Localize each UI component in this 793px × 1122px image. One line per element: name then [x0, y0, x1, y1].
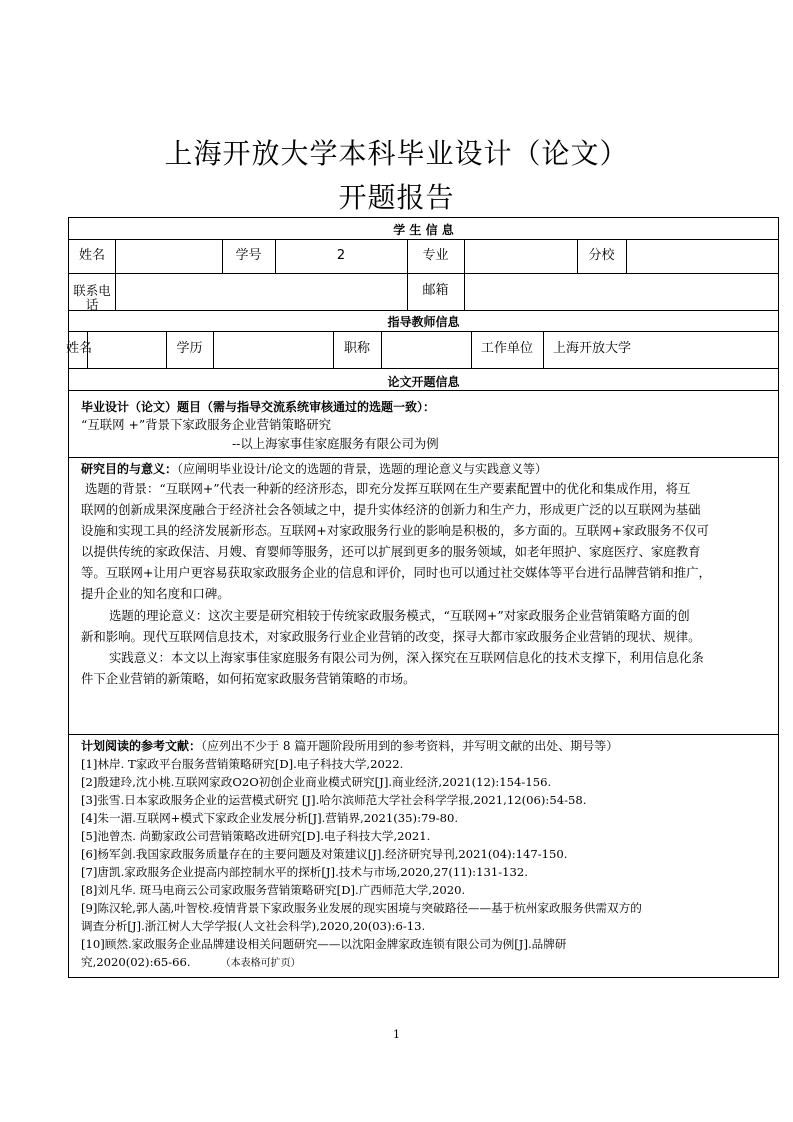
purpose-line: 联网的创新成果深度融合于经济社会各领域之中，提升实体经济的创新力和生产力，形成更广泛的以互联网为基础: [81, 502, 701, 517]
advisor-title-label: 职称: [343, 341, 370, 356]
purpose-label: 研究目的与意义：: [81, 462, 178, 476]
reference-item: [4]朱一湄.互联网+模式下家政企业发展分析[J].营销界,2021(35):79-80.: [81, 811, 459, 825]
purpose-line: 实践意义：本文以上海家事佳家庭服务有限公司为例，深入探究在互联网信息化的技术支撑下，利用信息化条: [109, 650, 704, 665]
advisor-unit-field[interactable]: 上海开放大学: [553, 341, 632, 356]
purpose-line: 设施和实现工具的经济发展新形态。互联网+对家政服务行业的影响是积极的，多方面的。互联网+家政服务不仅可: [81, 523, 709, 538]
student-name-label: 姓名: [78, 248, 105, 263]
purpose-note: （应阐明毕业设计/论文的选题的背景，选题的理论意义与实践意义等）: [177, 462, 548, 476]
reference-item: [6]杨军剑.我国家政服务质量存在的主要问题及对策建议[J].经济研究导刊,2021(04):147-150.: [81, 847, 568, 861]
expand-note: （本表格可扩页）: [220, 958, 301, 969]
advisor-name-label-text: 姓名: [66, 341, 93, 356]
reference-item: [7]唐凯.家政服务企业提高内部控制水平的探析[J].技术与市场,2020,27(11):131-132.: [81, 865, 528, 879]
purpose-line: 等。互联网+让用户更容易获取家政服务企业的信息和评价，同时也可以通过社交媒体等平台进行品牌营销和推广，: [81, 565, 711, 580]
reference-item: [8]刘凡华. 斑马电商云公司家政服务营销策略研究[D].广西师范大学,2020.: [81, 883, 466, 897]
report-table: [68, 217, 779, 978]
reference-item: [3]张雪.日本家政服务企业的运营模式研究 [J].哈尔滨师范大学社会科学学报,2021,12(06):54-58.: [81, 793, 587, 807]
advisor-info-header: 指导教师信息: [387, 315, 460, 329]
purpose-line: 提升企业的知名度和口碑。: [81, 586, 230, 601]
purpose-heading: [81, 460, 771, 478]
reference-item: [9]陈汉轮,郭人菡,叶智校.疫情背景下家政服务业发展的现实困境与突破路径——基于杭州家政服务供需双方的: [81, 901, 642, 915]
reference-item: [2]殷建玲,沈小桃.互联网家政O2O初创企业商业模式研究[J].商业经济,2021(12):154-156.: [81, 775, 552, 789]
student-major-label: 专业: [422, 248, 449, 263]
reference-item: [5]池曾杰. 尚勤家政公司营销策略改进研究[D].电子科技大学,2021.: [81, 829, 431, 843]
advisor-unit-label: 工作单位: [480, 341, 533, 356]
student-phone-label: 联系电话: [73, 283, 111, 312]
purpose-line: 选题的理论意义：这次主要是研究相较于传统家政服务模式，“互联网+”对家政服务企业营销策略方面的创: [109, 608, 690, 623]
student-id-label: 学号: [235, 248, 262, 263]
references-label: 计划阅读的参考文献：: [81, 739, 202, 753]
reference-item-last: [81, 954, 771, 972]
purpose-line: 选题的背景：“互联网+”代表一种新的经济形态，即充分发挥互联网在生产要素配置中的优化和集成作用，将互: [85, 481, 691, 496]
student-info-header: 学 生 信 息: [393, 223, 454, 237]
topic-subtitle: --以上海家事佳家庭服务有限公司为例: [232, 436, 439, 451]
purpose-line: 新和影响。现代互联网信息技术，对家政服务行业企业营销的改变，探寻大都市家政服务企业营销的现状、规律。: [81, 629, 701, 644]
topic-title: “互联网 +”背景下家政服务企业营销策略研究: [81, 417, 332, 432]
reference-item: [1]林岸. T家政平台服务营销策略研究[D].电子科技大学,2022.: [81, 757, 404, 771]
reference-item: 调查分析[J].浙江树人大学学报(人文社会科学),2020,20(03):6-13.: [81, 919, 426, 933]
student-id-field[interactable]: 2: [336, 248, 346, 263]
references-heading: [81, 737, 771, 755]
thesis-info-header: 论文开题信息: [387, 375, 460, 389]
student-branch-label: 分校: [588, 248, 615, 263]
reference-item: [10]顾然.家政服务企业品牌建设相关问题研究——以沈阳金牌家政连锁有限公司为例[J].品牌研: [81, 937, 567, 951]
report-subtitle: 开题报告: [338, 181, 455, 214]
page-number: 1: [393, 1028, 400, 1041]
reference-item-last-text: 究,2020(02):65-66.: [81, 955, 191, 969]
report-title: 上海开放大学本科毕业设计（论文）: [164, 137, 629, 170]
purpose-line: 件下企业营销的新策略，如何拓宽家政服务营销策略的市场。: [81, 671, 416, 686]
topic-label: 毕业设计（论文）题目（需与指导交流系统审核通过的选题一致）：: [81, 400, 436, 414]
purpose-line: 以提供传统的家政保洁、月嫂、育婴师等服务，还可以扩展到更多的服务领域，如老年照护、家庭医疗、家庭教育: [81, 544, 701, 559]
student-email-label: 邮箱: [422, 283, 449, 298]
references-note: （应列出不少于 8 篇开题阶段所用到的参考资料，并写明文献的出处、期号等）: [201, 739, 619, 753]
advisor-edu-label: 学历: [176, 341, 203, 356]
